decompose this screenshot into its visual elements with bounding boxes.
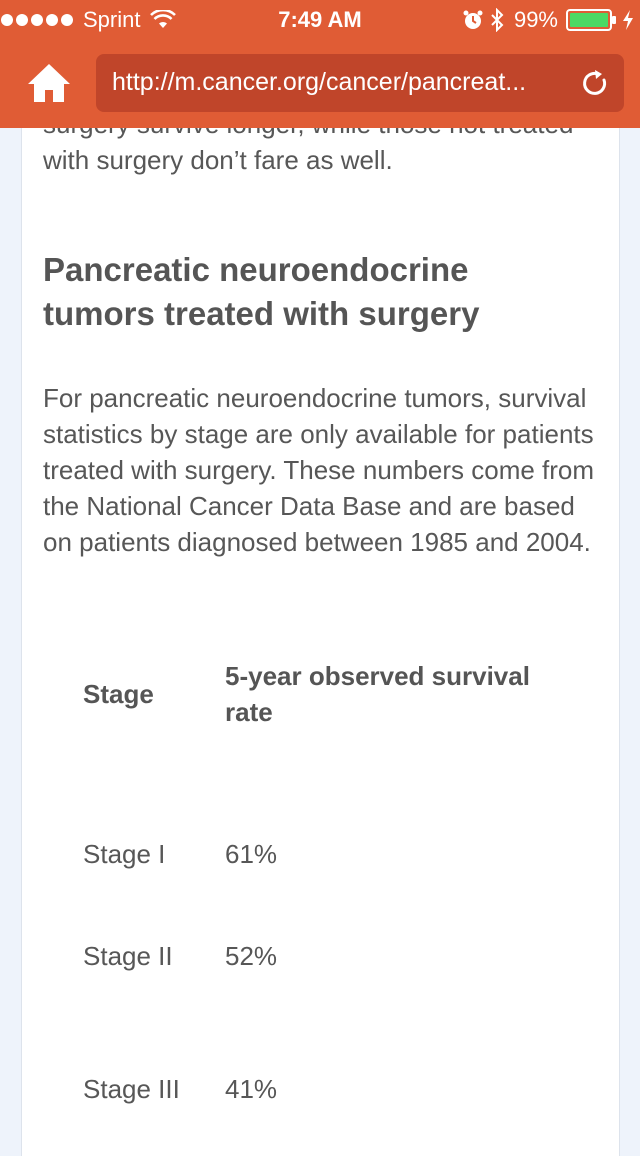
alarm-clock-icon [462, 9, 484, 31]
rate-cell: 41% [225, 1074, 278, 1104]
url-text[interactable]: http://m.cancer.org/cancer/pancreat... [112, 68, 527, 96]
status-bar [0, 0, 640, 40]
survival-rate-table [83, 648, 583, 1156]
header-stage: Stage [83, 679, 154, 709]
browser-chrome [0, 0, 640, 128]
reload-button[interactable] [580, 68, 610, 98]
charging-bolt-icon [622, 9, 634, 31]
section-heading: Pancreatic neuroendocrine tumors treated with surgery [43, 251, 480, 332]
battery-icon [566, 9, 618, 31]
stage-cell: Stage II [83, 941, 173, 971]
home-icon [26, 62, 72, 104]
table-row [83, 1014, 583, 1156]
bluetooth-icon [490, 8, 504, 32]
table-header-row [83, 648, 583, 740]
article-content [21, 96, 620, 1156]
table-row [83, 898, 583, 1014]
section-paragraph: For pancreatic neuroendocrine tumors, survival statistics by stage are only available for patients treated with surgery. These numbers come from the National Cancer Data Base and are based on patients diagnosed between 1985 and 2004. [43, 383, 595, 557]
home-button[interactable] [24, 60, 74, 106]
battery-percentage: 99% [513, 7, 558, 32]
intro-text: with surgery don’t fare as well. [43, 145, 393, 175]
address-bar[interactable] [96, 54, 624, 112]
reload-icon [580, 68, 610, 98]
status-time: 7:49 AM [278, 7, 362, 32]
table-row [83, 740, 583, 898]
rate-cell: 61% [225, 839, 278, 869]
rate-cell: 52% [225, 941, 278, 971]
stage-cell: Stage III [83, 1074, 180, 1104]
stage-cell: Stage I [83, 839, 166, 869]
header-survival-rate: 5-year observed survival rate [225, 661, 530, 727]
carrier-name: Sprint [83, 7, 141, 32]
